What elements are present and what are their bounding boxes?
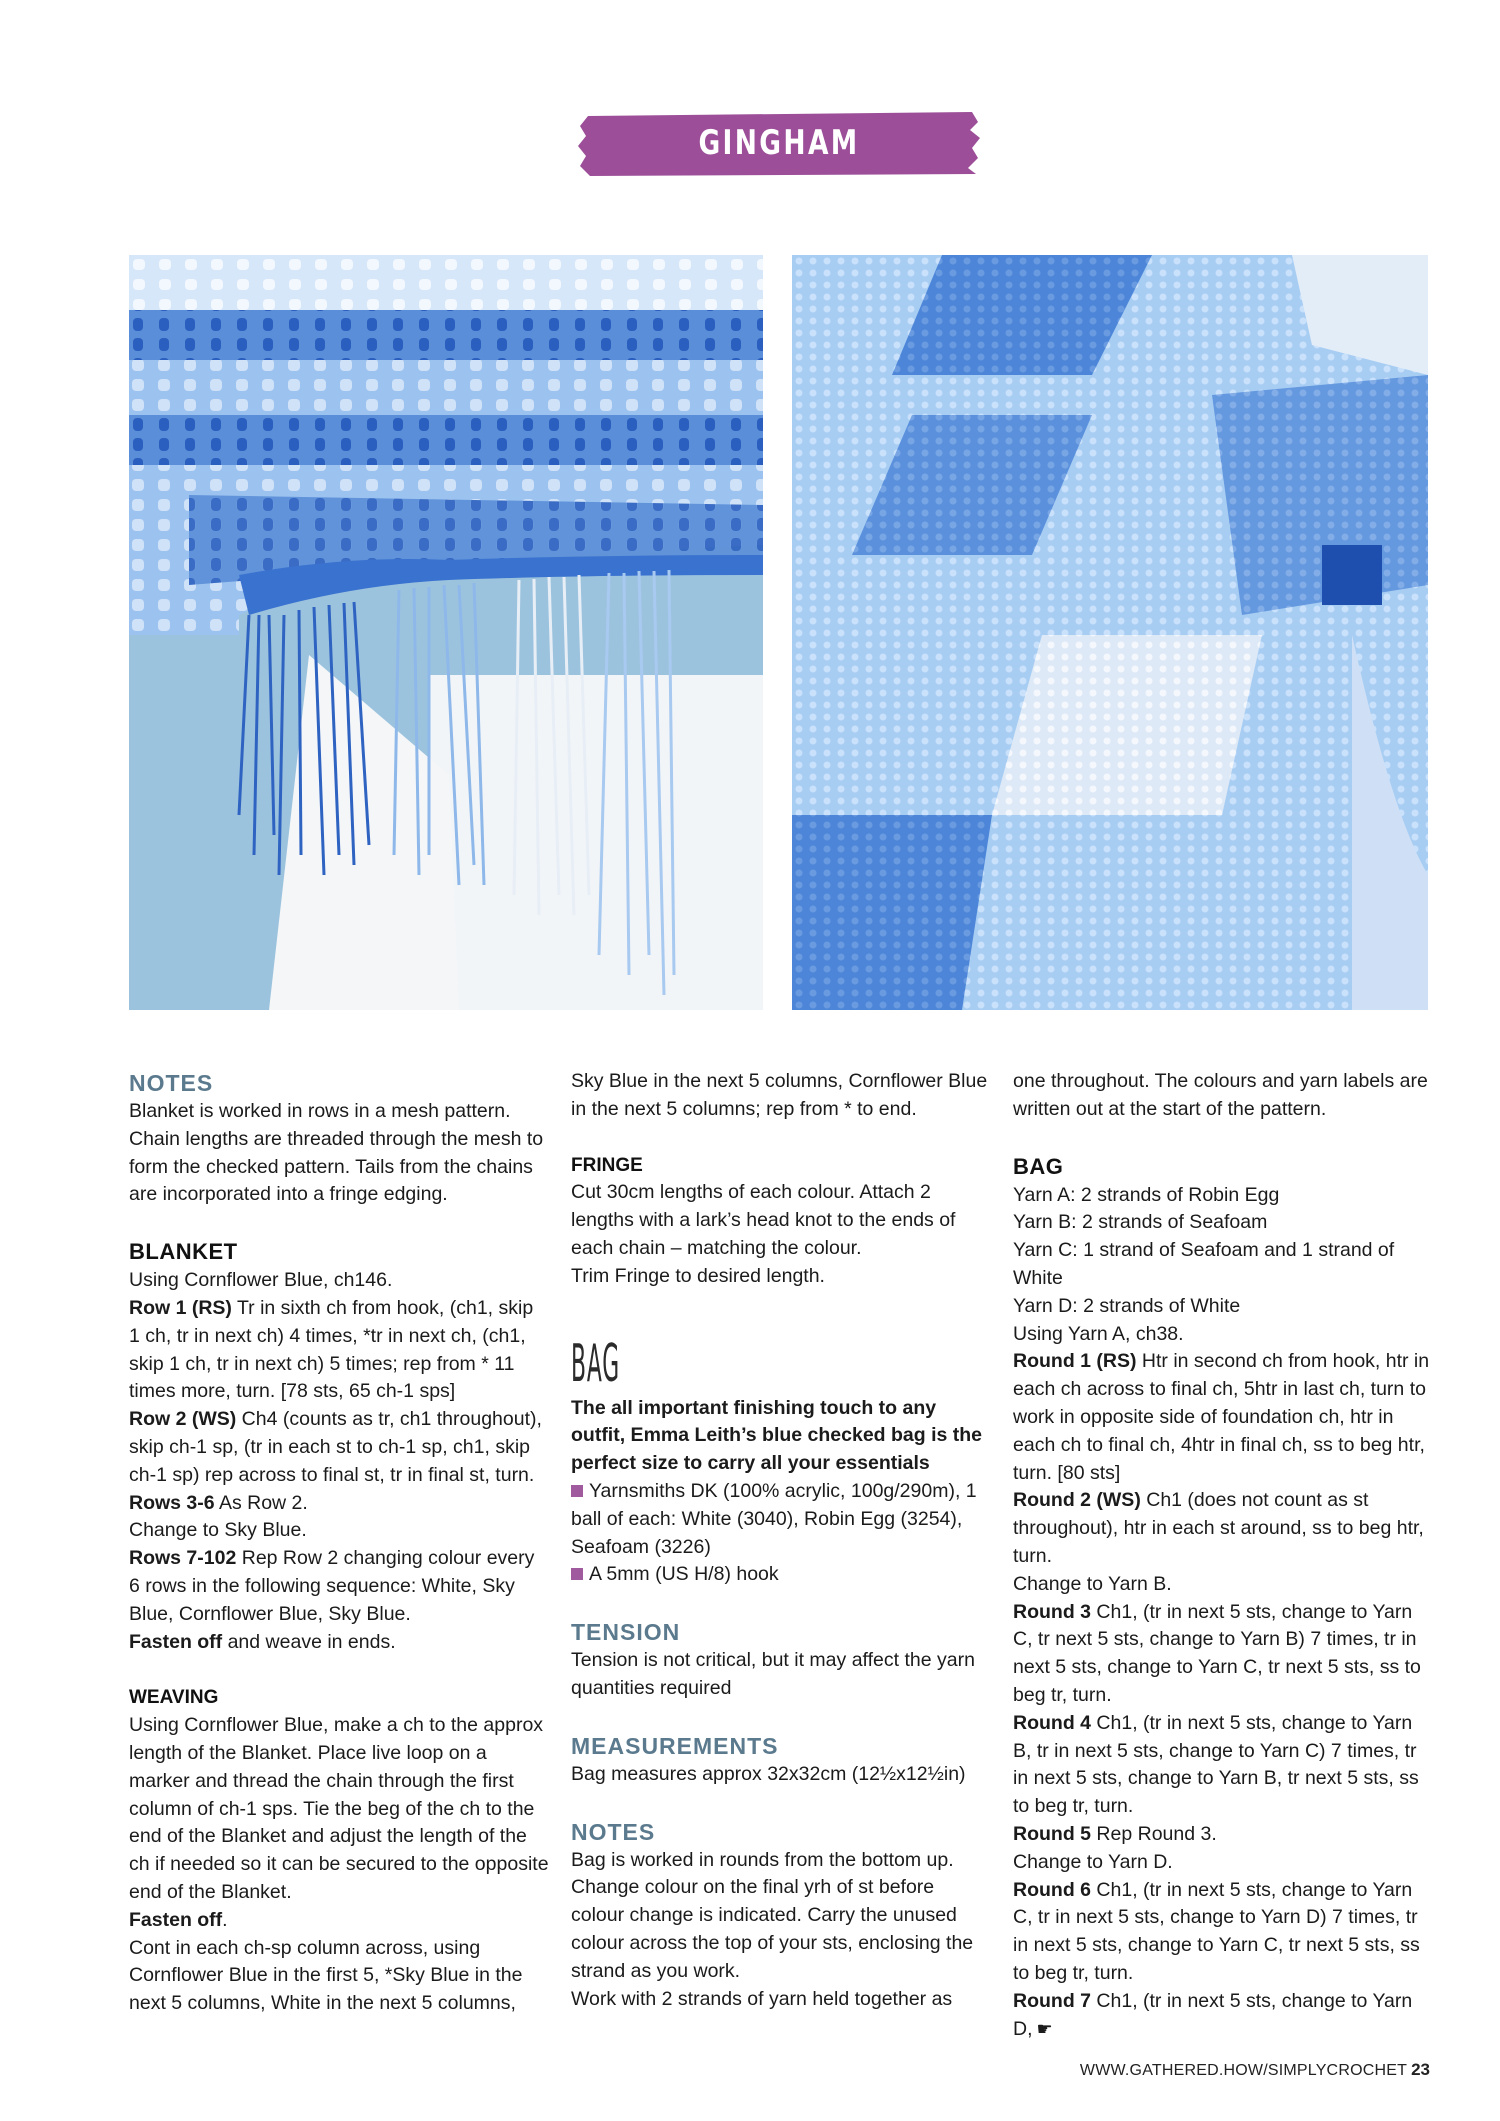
round-7: Round 7 Ch1, (tr in next 5 sts, change to Yarn D, ☛ [1013, 1988, 1433, 2044]
material-1: Yarnsmiths DK (100% acrylic, 100g/290m), 1 ball of each: White (3040), Robin Egg (3254), Seafoam (3226) [571, 1479, 977, 1558]
pointing-hand-icon: ☛ [1036, 2018, 1053, 2039]
column-3 [1013, 1068, 1433, 2043]
blanket-heading: BLANKET [129, 1239, 238, 1265]
blanket-intro: Using Cornflower Blue, ch146. [129, 1269, 393, 1292]
rows-3-6: Rows 3-6 As Row 2. [129, 1491, 308, 1514]
yarn-a: Yarn A: 2 strands of Robin Egg [1013, 1183, 1280, 1206]
bag-title: BAG [571, 1333, 620, 1394]
notes-heading: NOTES [129, 1070, 214, 1096]
fringe-trim: Trim Fringe to desired length. [571, 1264, 825, 1287]
measurements-heading: MEASUREMENTS [571, 1732, 779, 1759]
fasten-off-2: Fasten off. [129, 1908, 228, 1931]
bullet-square-icon [571, 1485, 583, 1497]
round-1: Round 1 (RS) Htr in second ch from hook, htr in each ch across to final ch, 5htr in last ch, turn to work in opposite side of foundation ch, htr in each ch to final ch, 4htr in final ch, ss to beg htr, turn. [80 sts] [1013, 1350, 1430, 1484]
yarn-c: Yarn C: 1 strand of Seafoam and 1 strand of White [1013, 1239, 1395, 1289]
change-sky-blue: Change to Sky Blue. [129, 1519, 307, 1542]
bullet-square-icon [571, 1568, 583, 1580]
yarn-b: Yarn B: 2 strands of Seafoam [1013, 1211, 1268, 1234]
weaving-heading: WEAVING [129, 1687, 219, 1709]
change-yarn-b: Change to Yarn B. [1013, 1572, 1172, 1595]
tension-body: Tension is not critical, but it may affect the yarn quantities required [571, 1649, 975, 1699]
bag-closeup-photo [792, 255, 1428, 1010]
bag-intro: The all important finishing touch to any outfit, Emma Leith’s blue checked bag is the perfect size to carry all your essentials [571, 1396, 983, 1475]
measurements-body: Bag measures approx 32x32cm (12½x12½in) [571, 1762, 966, 1785]
column-1 [129, 1068, 549, 2018]
tension-heading: TENSION [571, 1619, 681, 1646]
notes-body: Blanket is worked in rows in a mesh pattern. Chain lengths are threaded through the mesh to form the checked pattern. Tails from the chains are incorporated into a fringe edging. [129, 1100, 544, 1206]
fringe-body: Cut 30cm lengths of each colour. Attach 2 lengths with a lark’s head knot to the ends of each chain – matching the colour. [571, 1181, 956, 1259]
round-6: Round 6 Ch1, (tr in next 5 sts, change to Yarn C, tr in next 5 sts, change to Yarn D) 7 times, tr in next 5 sts, change to Yarn C, tr next 5 sts, ss to beg tr, turn. [1013, 1878, 1420, 1984]
rows-7-102: Rows 7-102 Rep Row 2 changing colour every 6 rows in the following sequence: White, Sky Blue, Cornflower Blue, Sky Blue. [129, 1547, 535, 1625]
weaving-body: Using Cornflower Blue, make a ch to the approx length of the Blanket. Place live loop on a marker and thread the chain through the first column of ch-1 sps. Tie the beg of the ch to the end of the Blanket and adjust the length of the ch if needed so it can be secured to the opposite end of the Blanket. [129, 1714, 549, 1903]
round-5: Round 5 Rep Round 3. [1013, 1822, 1217, 1845]
round-2: Round 2 (WS) Ch1 (does not count as st throughout), htr in each st around, ss to beg htr, turn. [1013, 1489, 1424, 1567]
row-2: Row 2 (WS) Ch4 (counts as tr, ch1 throughout), skip ch-1 sp, (tr in each st to ch-1 sp, ch1, skip ch-1 sp) rep across to final st, tr in final st, turn. [129, 1408, 542, 1486]
round-4: Round 4 Ch1, (tr in next 5 sts, change to Yarn B, tr in next 5 sts, change to Yarn C) 7 times, tr in next 5 sts, change to Yarn B, tr next 5 sts, ss to beg tr, turn. [1013, 1711, 1419, 1818]
fasten-off: Fasten off and weave in ends. [129, 1630, 396, 1653]
section-banner [574, 108, 984, 233]
page-number: 23 [1411, 2060, 1430, 2079]
weaving-continue-2: Sky Blue in the next 5 columns, Cornflower Blue in the next 5 columns; rep from * to end. [571, 1070, 988, 1120]
using-yarn-a: Using Yarn A, ch38. [1013, 1322, 1184, 1345]
round-3: Round 3 Ch1, (tr in next 5 sts, change to Yarn C, tr next 5 sts, change to Yarn B) 7 times, tr in next 5 sts, change to Yarn C, tr next 5 sts, ss to beg tr, turn. [1013, 1600, 1421, 1706]
weaving-continue: Cont in each ch-sp column across, using Cornflower Blue in the first 5, *Sky Blue in the next 5 columns, White in the next 5 columns, [129, 1936, 523, 2015]
row-1: Row 1 (RS) Tr in sixth ch from hook, (ch1, skip 1 ch, tr in next ch) 4 times, *tr in next ch, (ch1, skip 1 ch, tr in next ch) 5 times; rep from * 11 times more, turn. [78 sts, 65 ch-1 sps] [129, 1296, 534, 1403]
bag-heading: BAG [1013, 1153, 1064, 1179]
fringe-heading: FRINGE [571, 1154, 643, 1176]
bag-notes-heading: NOTES [571, 1818, 656, 1845]
banner-title: GINGHAM COLLECTION [674, 123, 884, 233]
footer-url: WWW.GATHERED.HOW/SIMPLYCROCHET [1079, 2062, 1408, 2079]
bag-notes-body-2: Work with 2 strands of yarn held together as [571, 1987, 953, 2010]
notes-continue: one throughout. The colours and yarn labels are written out at the start of the pattern. [1013, 1070, 1428, 1120]
page-footer [1050, 2060, 1430, 2080]
change-yarn-d: Change to Yarn D. [1013, 1850, 1173, 1873]
bag-notes-body: Bag is worked in rounds from the bottom up. Change colour on the final yrh of st before colour change is indicated. Carry the unused colour across the top of your sts, enclosing the strand as you work. [571, 1848, 974, 1982]
yarn-d: Yarn D: 2 strands of White [1013, 1294, 1241, 1317]
material-2: A 5mm (US H/8) hook [571, 1561, 991, 1589]
blanket-fringe-photo [129, 255, 763, 1010]
column-2 [571, 1068, 991, 2013]
